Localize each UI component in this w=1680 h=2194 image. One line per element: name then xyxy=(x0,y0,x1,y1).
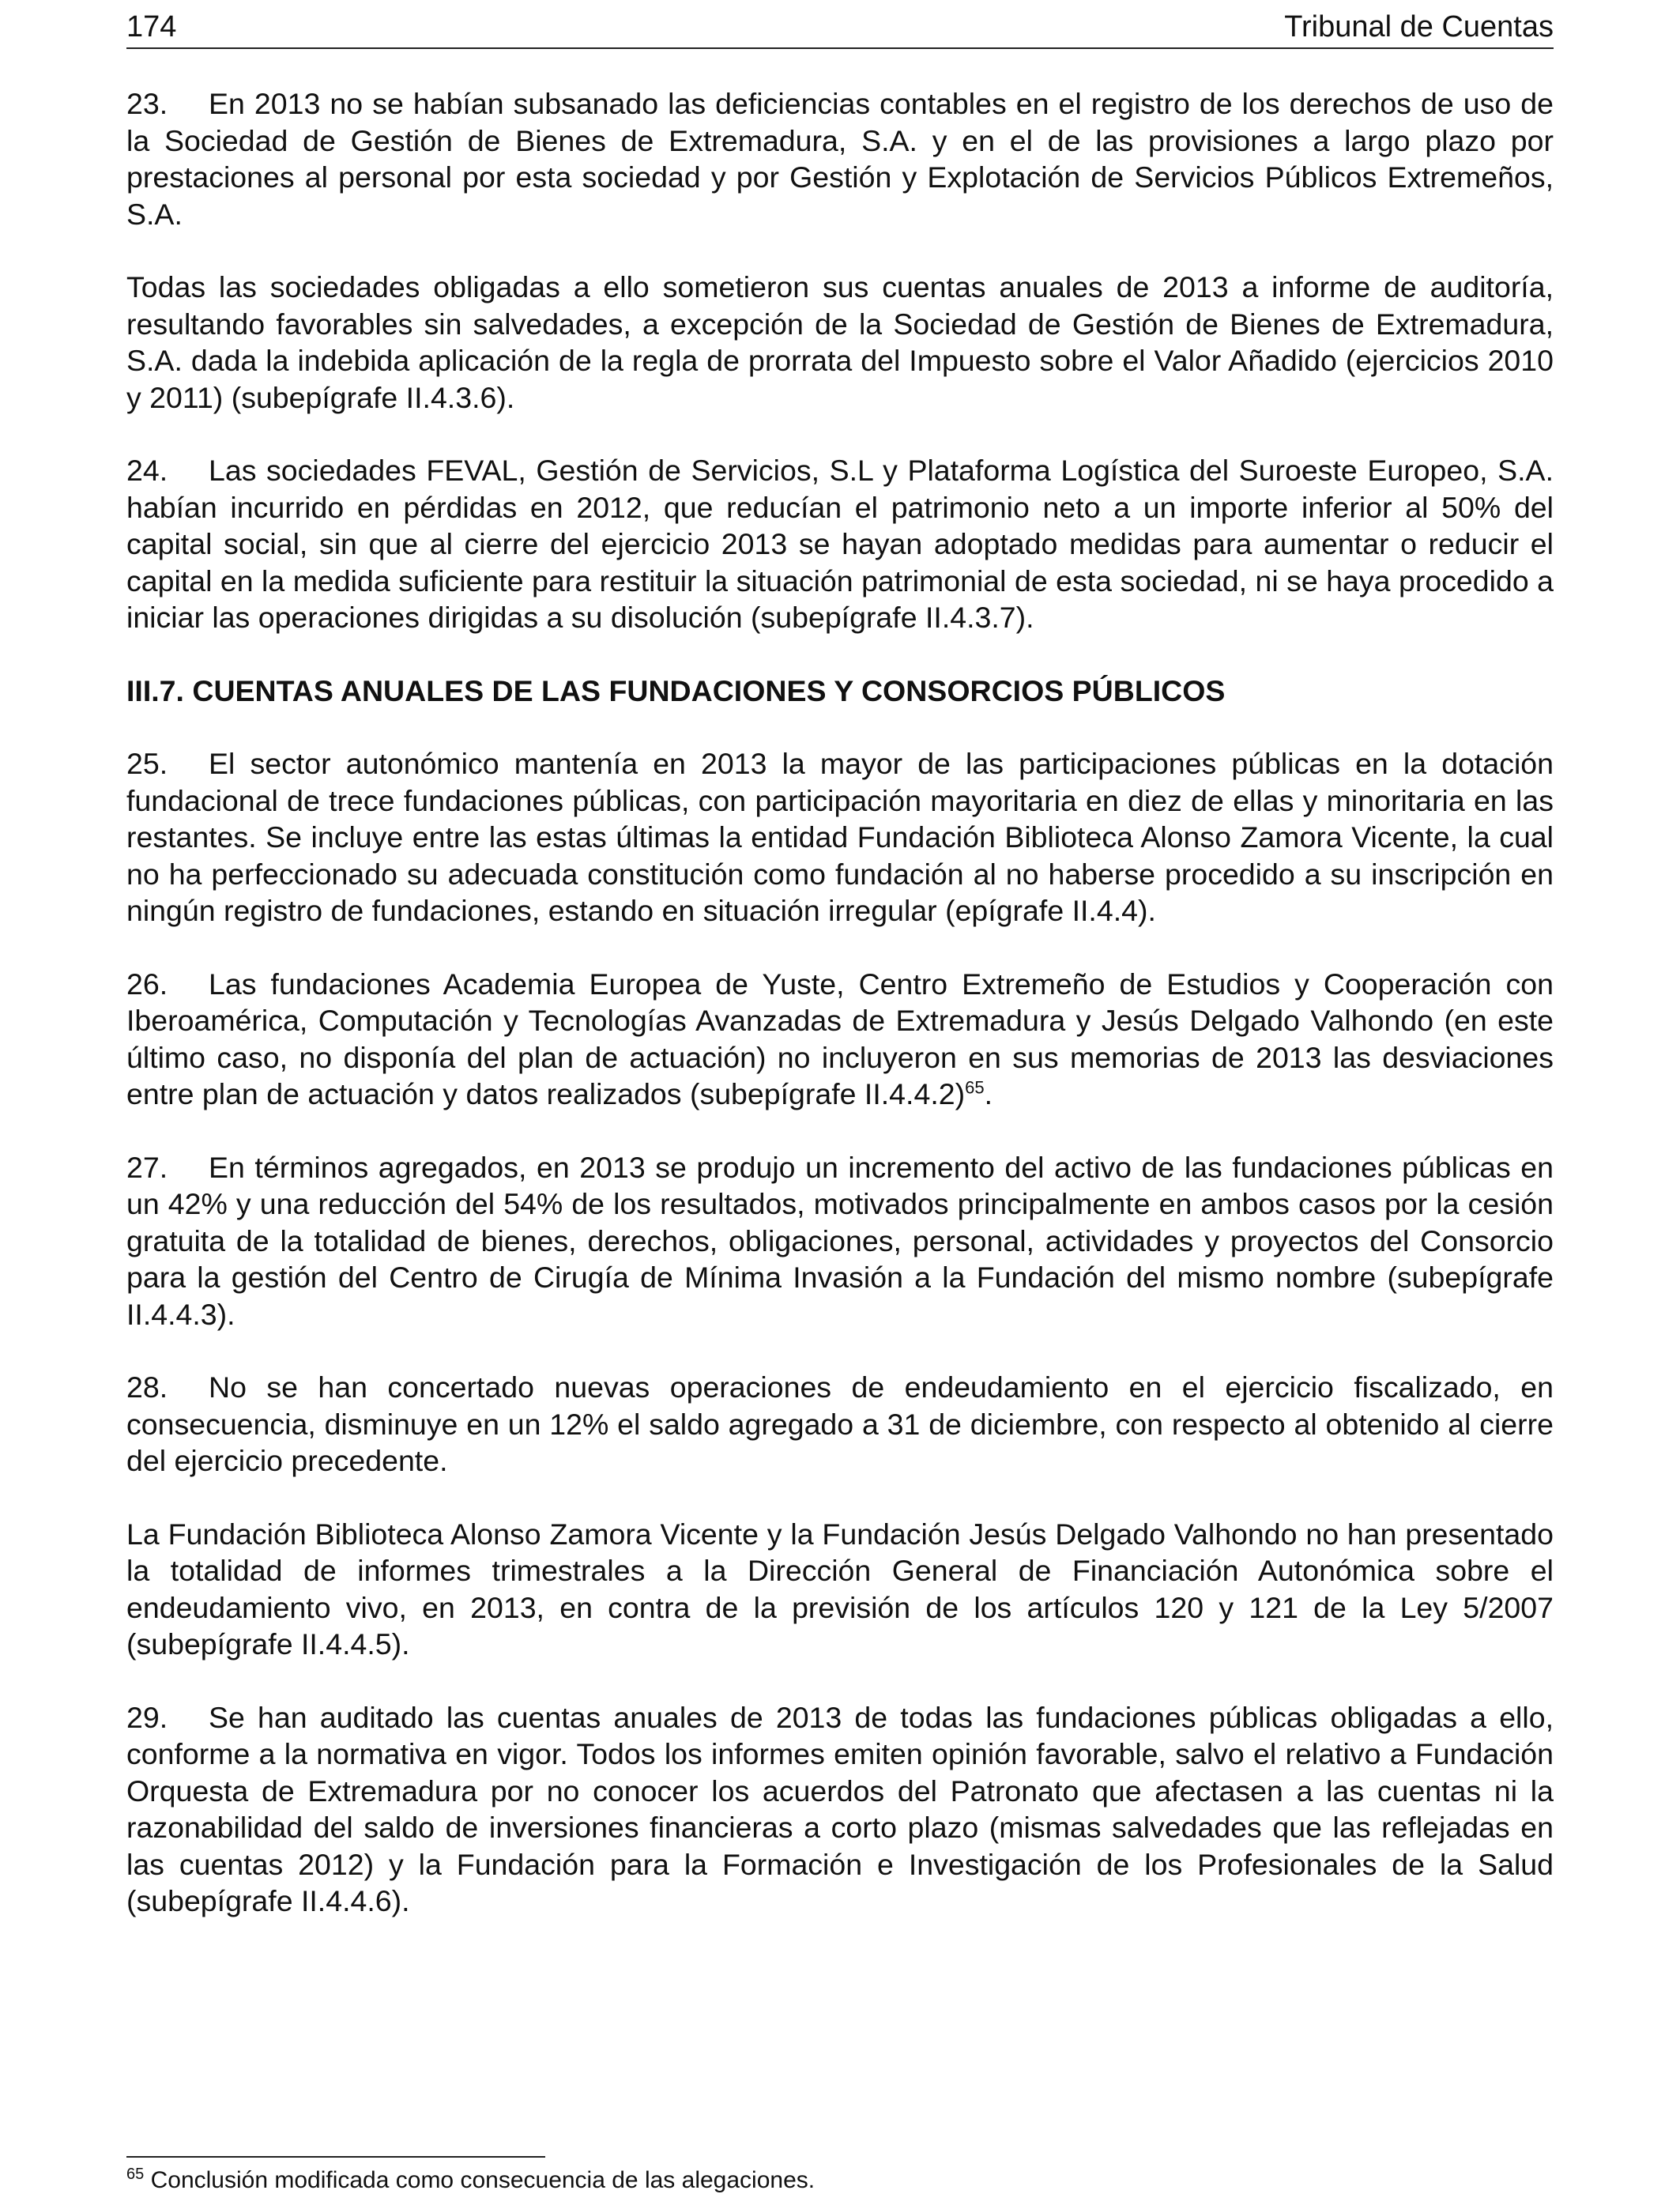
paragraph-text-end: . xyxy=(984,1077,993,1110)
footnote xyxy=(126,2167,1554,2194)
paragraph-text: Las fundaciones Academia Europea de Yuste, Centro Extremeño de Estudios y Cooperación con Iberoamérica, Computación y Tecnologías Avanzadas de Extremadura y Jesús Delgado Valhondo (en este último caso, no disponía del plan de actuación) no incluyeron en sus memorias de 2013 las desviaciones entre plan de actuación y datos realizados (subepígrafe II.4.4.2) xyxy=(126,967,1554,1110)
document-body xyxy=(126,85,1554,1956)
paragraph-24 xyxy=(126,452,1554,636)
paragraph-29 xyxy=(126,1699,1554,1920)
paragraph-26 xyxy=(126,966,1554,1113)
paragraph-text: En términos agregados, en 2013 se produjo un incremento del activo de las fundaciones públicas en un 42% y una reducción del 54% de los resultados, motivados principalmente en ambos casos por la cesión gratuita de la totalidad de bienes, derechos, obligaciones, personal, actividades y proyectos del Consorcio para la gestión del Centro de Cirugía de Mínima Invasión a la Fundación del mismo nombre (subepígrafe II.4.4.3). xyxy=(126,1150,1554,1331)
section-heading: III.7. CUENTAS ANUALES DE LAS FUNDACIONES Y CONSORCIOS PÚBLICOS xyxy=(126,673,1226,707)
paragraph-number: 28. xyxy=(126,1370,168,1404)
paragraph-28-continued xyxy=(126,1516,1554,1663)
paragraph-25 xyxy=(126,745,1554,929)
paragraph-text: El sector autonómico mantenía en 2013 la mayor de las participaciones públicas en la dotación fundacional de trece fundaciones públicas, con participación mayoritaria en diez de ellas y minoritaria en las restantes. Se incluye entre las estas últimas la entidad Fundación Biblioteca Alonso Zamora Vicente, la cual no ha perfeccionado su adecuada constitución como fundación al no haberse procedido a su inscripción en ningún registro de fundaciones, estando en situación irregular (epígrafe II.4.4). xyxy=(126,747,1554,927)
paragraph-text: La Fundación Biblioteca Alonso Zamora Vicente y la Fundación Jesús Delgado Valhondo no han presentado la totalidad de informes trimestrales a la Dirección General de Financiación Autonómica sobre el endeudamiento vivo, en 2013, en contra de la previsión de los artículos 120 y 121 de la Ley 5/2007 (subepígrafe II.4.4.5). xyxy=(126,1517,1554,1661)
paragraph-number: 24. xyxy=(126,454,168,487)
paragraph-text: Se han auditado las cuentas anuales de 2013 de todas las fundaciones públicas obligadas a ello, conforme a la normativa en vigor. Todos los informes emiten opinión favorable, salvo el relativo a Fundación Orquesta de Extremadura por no conocer los acuerdos del Patronato que afectasen a las cuentas ni la razonabilidad del saldo de inversiones financieras a corto plazo (mismas salvedades que las reflejadas en las cuentas 2012) y la Fundación para la Formación e Investigación de los Profesionales de la Salud (subepígrafe II.4.4.6). xyxy=(126,1700,1554,1917)
page-number: 174 xyxy=(126,10,177,43)
paragraph-text: Todas las sociedades obligadas a ello sometieron sus cuentas anuales de 2013 a informe de auditoría, resultando favorables sin salvedades, a excepción de la Sociedad de Gestión de Bienes de Extremadura, S.A. dada la indebida aplicación de la regla de prorrata del Impuesto sobre el Valor Añadido (ejercicios 2010 y 2011) (subepígrafe II.4.3.6). xyxy=(126,270,1554,414)
paragraph-text: No se han concertado nuevas operaciones de endeudamiento en el ejercicio fiscalizado, en consecuencia, disminuye en un 12% el saldo agregado a 31 de diciembre, con respecto al obtenido al cierre del ejercicio precedente. xyxy=(126,1370,1554,1477)
footnote-reference[interactable]: 65 xyxy=(965,1077,985,1098)
paragraph-text: En 2013 no se habían subsanado las deficiencias contables en el registro de los derechos de uso de la Sociedad de Gestión de Bienes de Extremadura, S.A. y en el de las provisiones a largo plazo por prestaciones al personal por esta sociedad y por Gestión y Explotación de Servicios Públicos Extremeños, S.A. xyxy=(126,87,1554,231)
paragraph-28 xyxy=(126,1369,1554,1480)
header-title: Tribunal de Cuentas xyxy=(1284,10,1554,43)
paragraph-number: 25. xyxy=(126,747,168,780)
footnote-divider xyxy=(126,2156,545,2158)
paragraph-27 xyxy=(126,1149,1554,1333)
paragraph-23-continued xyxy=(126,269,1554,416)
paragraph-23 xyxy=(126,85,1554,232)
paragraph-number: 27. xyxy=(126,1150,168,1184)
footnote-number: 65 xyxy=(126,2166,145,2183)
page-header xyxy=(126,6,1554,49)
footnote-text: Conclusión modificada como consecuencia de las alegaciones. xyxy=(150,2167,816,2193)
paragraph-number: 23. xyxy=(126,87,168,120)
paragraph-number: 26. xyxy=(126,967,168,1001)
paragraph-text: Las sociedades FEVAL, Gestión de Servicios, S.L y Plataforma Logística del Suroeste Europeo, S.A. habían incurrido en pérdidas en 2012, que reducían el patrimonio neto a un importe inferior al 50% del capital social, sin que al cierre del ejercicio 2013 se hayan adoptado medidas para aumentar o reducir el capital en la medida suficiente para restituir la situación patrimonial de esta sociedad, ni se haya procedido a iniciar las operaciones dirigidas a su disolución (subepígrafe II.4.3.7). xyxy=(126,454,1554,634)
paragraph-number: 29. xyxy=(126,1700,168,1734)
